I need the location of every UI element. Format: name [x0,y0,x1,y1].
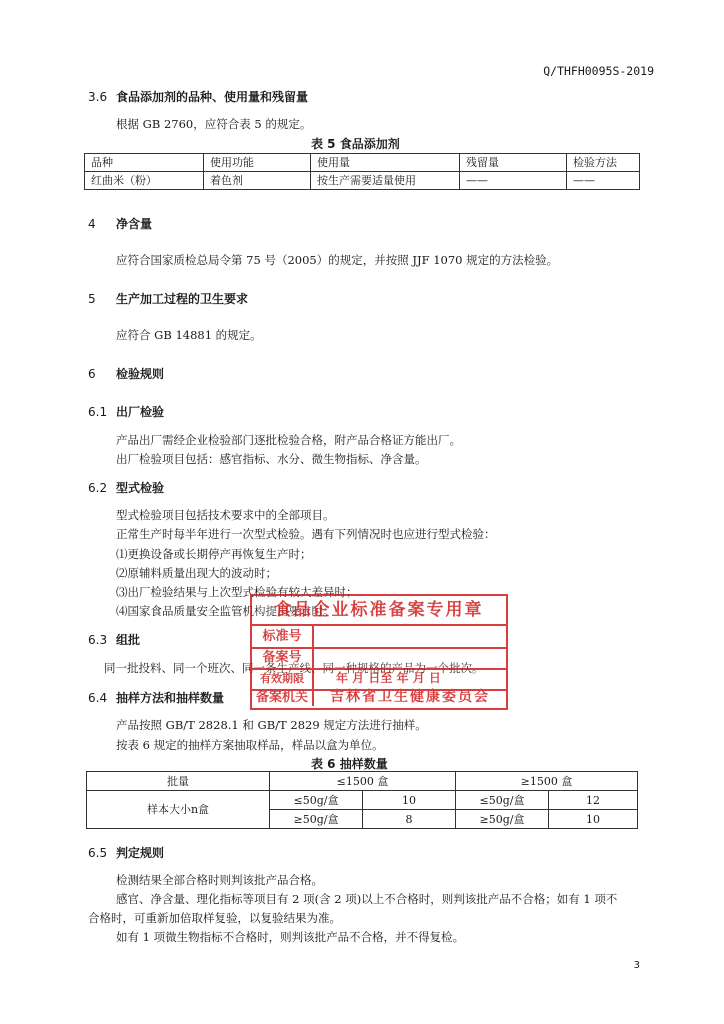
section-heading-6-3 [88,631,140,648]
section-number: 6 [88,367,96,381]
list-item: ⑶出厂检验结果与上次型式检验有较大差异时； [116,585,358,599]
section-heading-6-2 [88,479,164,496]
table-row [85,172,640,190]
paragraph: 型式检验项目包括技术要求中的全部项目。 [116,508,335,522]
paragraph: 应符合 GB 14881 的规定。 [116,328,262,342]
table-cell: 按生产需要适量使用 [311,172,460,190]
section-title: 生产加工过程的卫生要求 [116,292,249,306]
paragraph: 同一批投料、同一个班次、同一条生产线、同一种规格的产品为一个批次。 [104,661,484,675]
paragraph: 产品按照 GB/T 2828.1 和 GB/T 2829 规定方法进行抽样。 [116,718,427,732]
table5 [84,153,640,190]
section-title: 食品添加剂的品种、使用量和残留量 [116,90,309,104]
paragraph: 合格时，可重新加倍取样复验，以复验结果为准。 [88,911,341,925]
section-heading-6-5 [88,844,164,861]
table-cell: 10 [549,810,638,829]
stamp-row-authority [252,689,506,706]
section-heading-5 [88,290,248,307]
table-cell: —— [460,172,567,190]
stamp-row-validity [252,668,506,691]
table-row [87,791,638,810]
paragraph: 按表 6 规定的抽样方案抽取样品，样品以盒为单位。 [116,738,384,752]
stamp-validity-date: 年 月 日至 年 月 日 [336,671,441,685]
table-cell: 样本大小n盒 [87,791,270,829]
table-header-cell: 使用功能 [204,154,311,172]
stamp-label: 备案号 [252,647,314,668]
section-title: 检验规则 [116,367,165,381]
section-number: 6.1 [88,405,108,419]
table-header-cell: ≥1500 盒 [456,772,638,791]
paragraph: 检测结果全部合格时则判该批产品合格。 [116,873,323,887]
stamp-value [314,647,506,668]
table-cell: ≥50g/盒 [270,810,363,829]
paragraph: 产品出厂需经企业检验部门逐批检验合格，附产品合格证方能出厂。 [116,433,461,447]
paragraph: 应符合国家质检总局令第 75 号（2005）的规定，并按照 JJF 1070 规定的方法检验。 [116,253,559,267]
table-header-cell: ≤1500 盒 [270,772,456,791]
table-cell: 8 [363,810,456,829]
table-header-cell: 品种 [85,154,204,172]
stamp-value [314,626,506,647]
section-number: 6.2 [88,481,108,495]
section-number: 6.3 [88,633,108,647]
table-header-row [87,772,638,791]
list-item: ⑷国家食品质量安全监管机构提出要求时。 [116,604,335,618]
stamp-title: 食品企业标准备案专用章 [252,596,506,626]
list-item: ⑵原辅料质量出现大的波动时； [116,566,277,580]
table-header-cell: 残留量 [460,154,567,172]
stamp-label: 标准号 [252,626,314,647]
paragraph: 根据 GB 2760，应符合表 5 的规定。 [116,117,312,131]
section-heading-3-6 [88,88,308,105]
paragraph: 如有 1 项微生物指标不合格时，则判该批产品不合格，并不得复检。 [116,930,465,944]
section-title: 出厂检验 [116,405,165,419]
section-number: 4 [88,217,96,231]
stamp-label: 有效期限 [252,668,314,689]
table-cell: ≤50g/盒 [270,791,363,810]
section-number: 6.5 [88,846,108,860]
paragraph: 感官、净含量、理化指标等项目有 2 项(含 2 项)以上不合格时，则判该批产品不合格；如有 1 项不 [116,892,618,906]
table-cell: 10 [363,791,456,810]
paragraph: 正常生产时每半年进行一次型式检验。遇有下列情况时也应进行型式检验： [116,527,496,541]
stamp-row-standard [252,626,506,649]
section-number: 6.4 [88,691,108,705]
table-header-cell: 检验方法 [567,154,640,172]
table6-caption: 表 6 抽样数量 [311,757,388,771]
list-item: ⑴更换设备或长期停产再恢复生产时； [116,547,312,561]
section-heading-4 [88,215,152,232]
section-number: 3.6 [88,90,108,104]
section-title: 判定规则 [116,846,165,860]
stamp-row-record [252,647,506,670]
table-cell: ≥50g/盒 [456,810,549,829]
stamp-authority: 吉林省卫生健康委员会 [330,689,490,705]
table-cell: 着色剂 [204,172,311,190]
table-cell: 红曲米（粉） [85,172,204,190]
table-cell: 12 [549,791,638,810]
table-cell: —— [567,172,640,190]
section-number: 5 [88,292,96,306]
page-number: 3 [633,960,640,971]
section-heading-6 [88,365,164,382]
registration-stamp [250,594,508,710]
table-cell: ≤50g/盒 [456,791,549,810]
stamp-label: 备案机关 [252,689,314,706]
section-heading-6-1 [88,403,164,420]
table-header-row [85,154,640,172]
table-header-cell: 使用量 [311,154,460,172]
section-title: 抽样方法和抽样数量 [116,691,225,705]
section-title: 净含量 [116,217,153,231]
paragraph: 出厂检验项目包括：感官指标、水分、微生物指标、净含量。 [116,452,427,466]
section-heading-6-4 [88,689,224,706]
standard-number: Q/THFH0095S-2019 [543,64,654,78]
table6 [86,771,638,829]
table-header-cell: 批量 [87,772,270,791]
section-title: 组批 [116,633,141,647]
section-title: 型式检验 [116,481,165,495]
table5-caption: 表 5 食品添加剂 [311,137,400,151]
